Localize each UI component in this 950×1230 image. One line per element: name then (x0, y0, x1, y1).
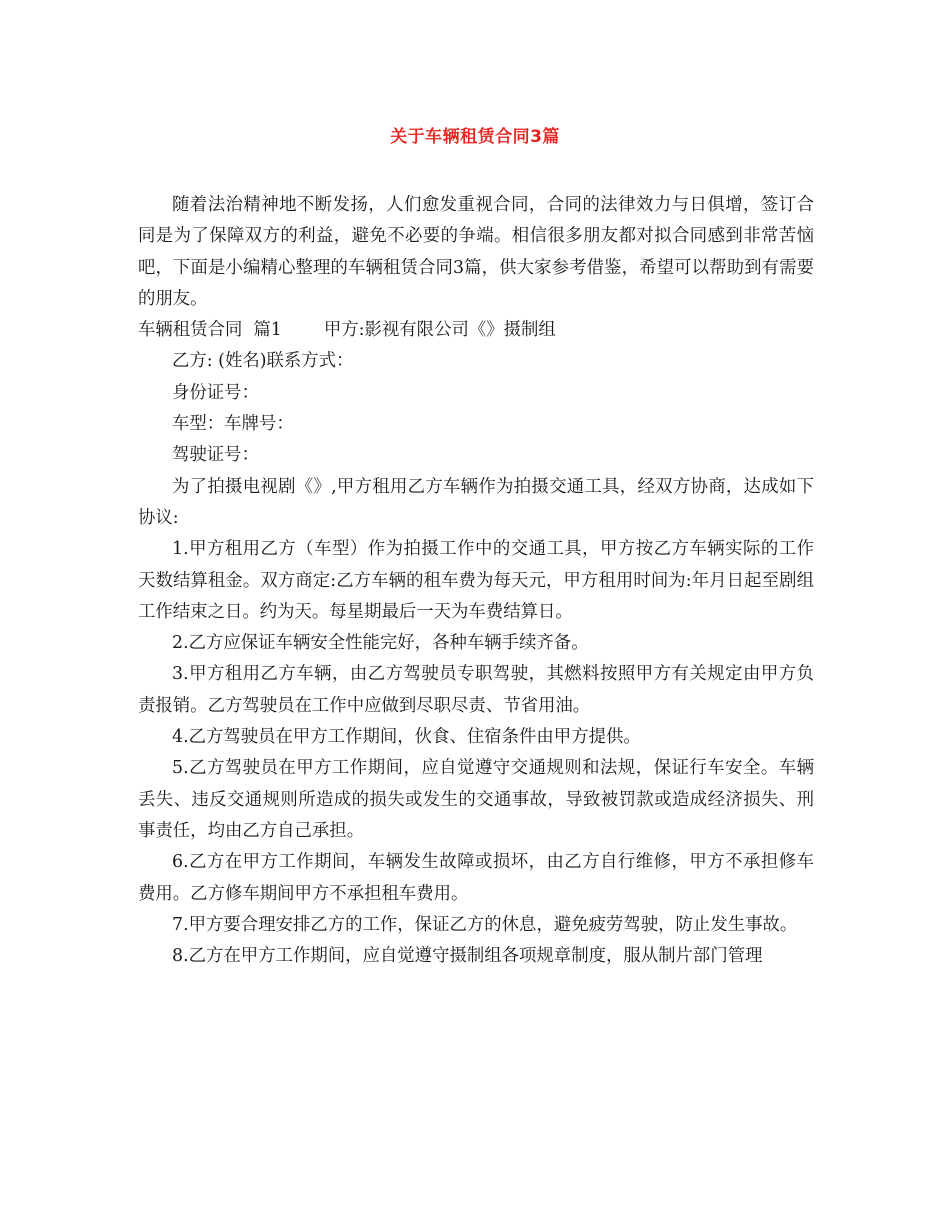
clause-3: 3.甲方租用乙方车辆，由乙方驾驶员专职驾驶，其燃料按照甲方有关规定由甲方负责报销。乙方驾驶员在工作中应做到尽职尽责、节省用油。 (138, 664, 814, 716)
section-heading: 车辆租赁合同 篇1 (138, 320, 282, 341)
preamble: 为了拍摄电视剧《》,甲方租用乙方车辆作为拍摄交通工具，经双方协商，达成如下协议: (138, 476, 814, 528)
clause-4: 4.乙方驾驶员在甲方工作期间，伙食、住宿条件由甲方提供。 (172, 727, 641, 748)
vehicle-info: 车型：车牌号： (172, 414, 294, 435)
clause-1: 1.甲方租用乙方（车型）作为拍摄工作中的交通工具，甲方按乙方车辆实际的工作天数结算租金。双方商定:乙方车辆的租车费为每天元，甲方租用时间为:年月日起至剧组工作结束之日。约为天。每星期最后一天为车费结算日。 (138, 539, 814, 622)
intro-paragraph: 随着法治精神地不断发扬，人们愈发重视合同，合同的法律效力与日俱增，签订合同是为了保障双方的利益，避免不必要的争端。相信很多朋友都对拟合同感到非常苦恼吧，下面是小编精心整理的车辆租赁合同3篇，供大家参考借鉴，希望可以帮助到有需要的朋友。 (138, 195, 814, 309)
document-body (138, 190, 814, 972)
party-b: 乙方: (姓名)联系方式： (172, 351, 354, 372)
party-a: 甲方:影视有限公司《》摄制组 (323, 320, 556, 341)
section-heading-line (138, 315, 814, 346)
clause-2: 2.乙方应保证车辆安全性能完好，各种车辆手续齐备。 (172, 633, 589, 654)
id-number: 身份证号： (172, 382, 259, 403)
clause-8: 8.乙方在甲方工作期间，应自觉遵守摄制组各项规章制度，服从制片部门管理 (172, 946, 763, 967)
document-title: 关于车辆租赁合同3篇 (390, 127, 560, 147)
license-number: 驾驶证号： (172, 445, 259, 466)
clause-6: 6.乙方在甲方工作期间，车辆发生故障或损坏，由乙方自行维修，甲方不承担修车费用。乙方修车期间甲方不承担租车费用。 (138, 852, 814, 904)
clause-5: 5.乙方驾驶员在甲方工作期间，应自觉遵守交通规则和法规，保证行车安全。车辆丢失、违反交通规则所造成的损失或发生的交通事故，导致被罚款或造成经济损失、刑事责任，均由乙方自己承担。 (138, 758, 814, 841)
clause-7: 7.甲方要合理安排乙方的工作，保证乙方的休息，避免疲劳驾驶，防止发生事故。 (172, 914, 798, 935)
